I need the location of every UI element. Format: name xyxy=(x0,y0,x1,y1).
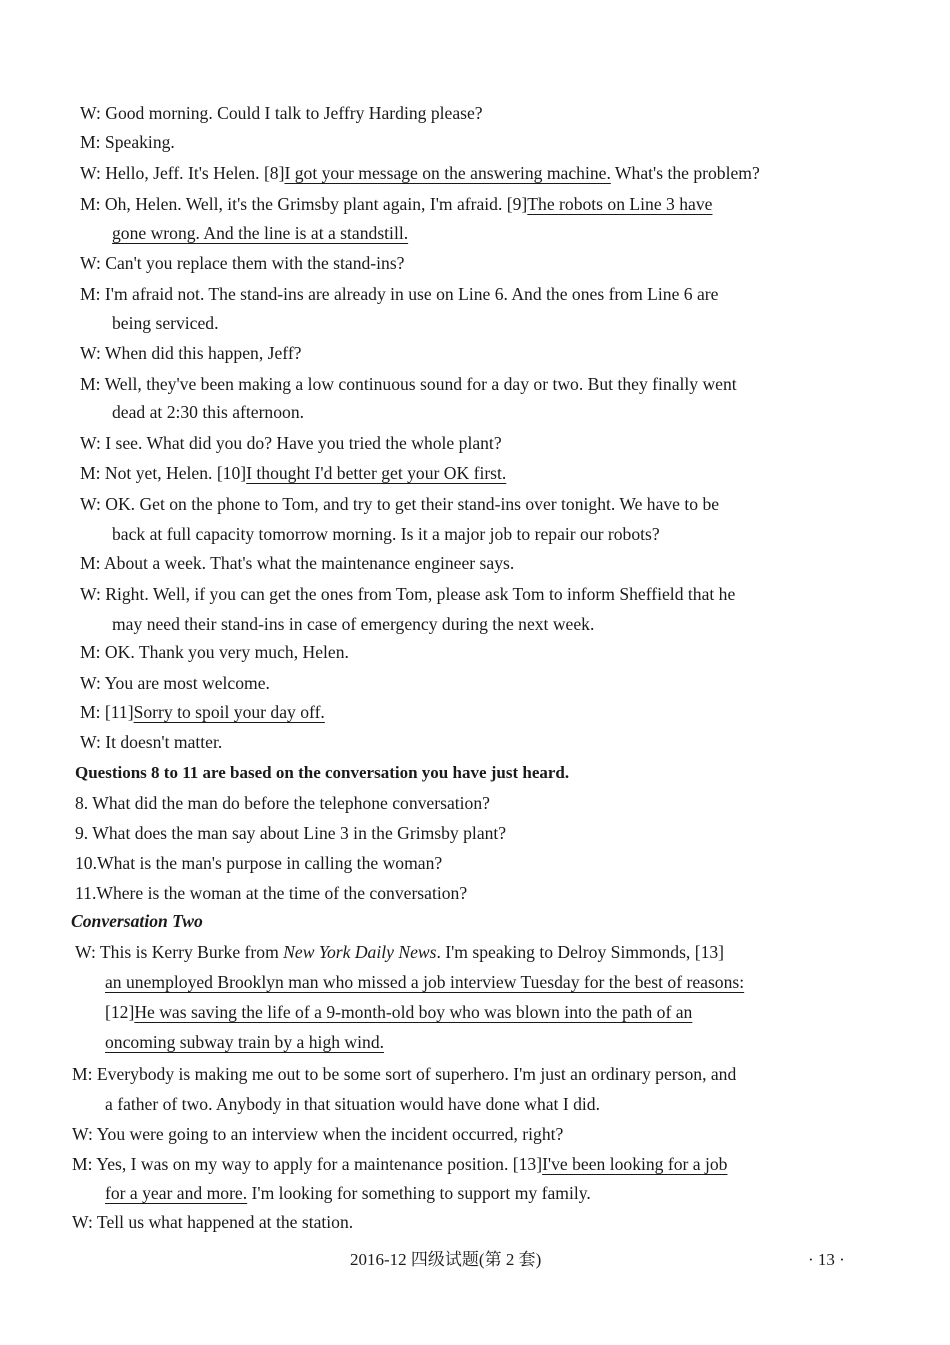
questions-heading: Questions 8 to 11 are based on the conversation you have just heard. xyxy=(75,763,570,782)
newspaper-name: New York Daily News xyxy=(283,942,437,962)
question-item: 11.Where is the woman at the time of the conversation? xyxy=(75,883,468,903)
dialogue-line: M: Speaking. xyxy=(80,132,175,152)
question-item: 10.What is the man's purpose in calling the woman? xyxy=(75,853,443,873)
question-item: 8. What did the man do before the telephone conversation? xyxy=(75,793,490,813)
underlined-answer: I got your message on the answering machine. xyxy=(284,163,611,183)
underlined-answer: gone wrong. And the line is at a standstill. xyxy=(112,223,409,243)
underlined-answer: oncoming subway train by a high wind. xyxy=(105,1032,385,1052)
dialogue-line: W: It doesn't matter. xyxy=(80,732,223,752)
underlined-answer: an unemployed Brooklyn man who missed a job interview Tuesday for the best of reasons: xyxy=(105,972,745,992)
dialogue-line: W: Right. Well, if you can get the ones from Tom, please ask Tom to inform Sheffield that he xyxy=(80,584,736,604)
dialogue-line: being serviced. xyxy=(112,313,219,333)
underlined-answer: I've been looking for a job xyxy=(542,1154,728,1174)
dialogue-line: W: Tell us what happened at the station. xyxy=(72,1212,354,1232)
dialogue-line: M: OK. Thank you very much, Helen. xyxy=(80,642,349,662)
dialogue-line: M: Yes, I was on my way to apply for a maintenance position. [13]I've been looking for a job xyxy=(72,1154,728,1174)
dialogue-line: M: I'm afraid not. The stand-ins are already in use on Line 6. And the ones from Line 6 are xyxy=(80,284,719,304)
underlined-answer: The robots on Line 3 have xyxy=(527,194,713,214)
dialogue-line: back at full capacity tomorrow morning. Is it a major job to repair our robots? xyxy=(112,524,660,544)
dialogue-line: W: Can't you replace them with the stand-ins? xyxy=(80,253,405,273)
dialogue-line: W: I see. What did you do? Have you tried the whole plant? xyxy=(80,433,502,453)
footer-title: 2016-12 四级试题(第 2 套) xyxy=(350,1250,542,1269)
section-heading: Conversation Two xyxy=(71,911,203,931)
underlined-answer: He was saving the life of a 9-month-old boy who was blown into the path of an xyxy=(134,1002,693,1022)
dialogue-line: M: Everybody is making me out to be some sort of superhero. I'm just an ordinary person, and xyxy=(72,1064,737,1084)
dialogue-line: W: This is Kerry Burke from New York Daily News. I'm speaking to Delroy Simmonds, [13] xyxy=(75,942,725,962)
dialogue-line: W: Good morning. Could I talk to Jeffry Harding please? xyxy=(80,103,483,123)
dialogue-line: W: OK. Get on the phone to Tom, and try to get their stand-ins over tonight. We have to be xyxy=(80,494,720,514)
dialogue-line: M: [11]Sorry to spoil your day off. xyxy=(80,702,325,722)
dialogue-line: W: Hello, Jeff. It's Helen. [8]I got your message on the answering machine. What's the problem? xyxy=(80,163,760,183)
page-number: · 13 · xyxy=(808,1250,845,1269)
dialogue-line: W: You are most welcome. xyxy=(80,673,270,693)
dialogue-line: W: You were going to an interview when the incident occurred, right? xyxy=(72,1124,564,1144)
dialogue-line xyxy=(105,971,744,993)
dialogue-line: [12]He was saving the life of a 9-month-old boy who was blown into the path of an xyxy=(105,1002,693,1022)
dialogue-line: a father of two. Anybody in that situation would have done what I did. xyxy=(105,1094,600,1114)
question-item: 9. What does the man say about Line 3 in the Grimsby plant? xyxy=(75,823,507,843)
dialogue-line: M: Not yet, Helen. [10]I thought I'd better get your OK first. xyxy=(80,463,507,483)
underlined-answer: Sorry to spoil your day off. xyxy=(133,702,325,722)
dialogue-line: for a year and more. I'm looking for something to support my family. xyxy=(105,1183,591,1203)
dialogue-line: M: About a week. That's what the maintenance engineer says. xyxy=(80,553,515,573)
dialogue-line: dead at 2:30 this afternoon. xyxy=(112,402,305,422)
underlined-answer: I thought I'd better get your OK first. xyxy=(246,463,507,483)
dialogue-line xyxy=(105,1031,384,1053)
dialogue-line xyxy=(112,222,408,244)
dialogue-line: W: When did this happen, Jeff? xyxy=(80,343,302,363)
dialogue-line: M: Oh, Helen. Well, it's the Grimsby plant again, I'm afraid. [9]The robots on Line 3 have xyxy=(80,194,713,214)
dialogue-line: may need their stand-ins in case of emergency during the next week. xyxy=(112,614,595,634)
dialogue-line: M: Well, they've been making a low continuous sound for a day or two. But they finally went xyxy=(80,374,737,394)
underlined-answer: for a year and more. xyxy=(105,1183,248,1203)
